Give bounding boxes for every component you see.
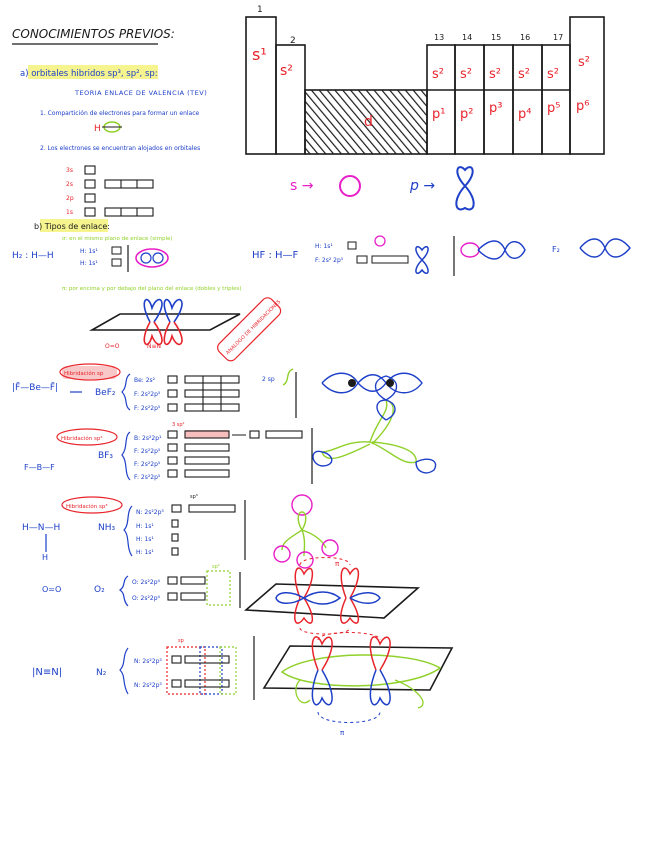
p-block-s2-14: s² [460, 67, 472, 82]
h2-config-2: H: 1s¹ [80, 260, 98, 267]
s-orbital-icon [340, 176, 360, 196]
orbital-label-1s: 1s [66, 209, 73, 216]
p-orbital-icon [456, 167, 473, 209]
title-block [12, 27, 175, 44]
o2-side-label: sp² [212, 564, 220, 570]
section-b [12, 219, 630, 363]
f2-label: F₂ [552, 245, 560, 254]
point-2: 2. Los electrones se encuentran alojados en orbitales [40, 145, 201, 152]
bf3-hybridization: Hibridación sp² [61, 436, 103, 442]
group-label-14: 14 [462, 33, 473, 42]
n2-formula: N₂ [96, 668, 107, 678]
bf3-side-label: 3 sp² [172, 422, 185, 428]
orbital-label-2p: 2p [66, 195, 74, 202]
bf3-config-f3: F: 2s²2p⁵ [134, 474, 161, 481]
orbital-box-diagram [85, 166, 153, 216]
bef2-config-be: Be: 2s² [134, 377, 156, 384]
bf3-config-b: B: 2s²2p¹ [134, 435, 162, 442]
group-label-15: 15 [491, 33, 502, 42]
n2-config-1: N: 2s²2p³ [134, 658, 162, 665]
block-s1: s¹ [252, 45, 267, 64]
section-a-label: a) orbitales hibridos sp³, sp², sp: [20, 69, 158, 79]
o2-config-1: O: 2s²2p⁴ [132, 579, 160, 586]
n2-config-2: N: 2s²2p³ [134, 682, 162, 689]
hf-formula: HF : H—F [252, 250, 299, 261]
o2-lewis: O=O [42, 585, 62, 594]
p-orbital-label: p → [410, 178, 436, 194]
pi-bond-sketch [92, 300, 240, 345]
nh3-lewis: H—N—H [22, 523, 61, 533]
s-orbital-label: s → [290, 178, 314, 194]
group-label-17: 17 [553, 33, 564, 42]
nn-label-small: N≡N [147, 343, 162, 350]
o2-config-2: O: 2s²2p⁴ [132, 595, 160, 602]
group-label-2: 2 [290, 36, 296, 46]
nh3-config-h2: H: 1s¹ [136, 536, 154, 543]
svg-text:H: H [94, 124, 101, 134]
section-a [20, 65, 207, 216]
bf3-config-f2: F: 2s²2p⁵ [134, 461, 161, 468]
bef2-config-f1: F: 2s²2p⁵ [134, 391, 161, 398]
hf-config-2: F: 2s² 2p⁵ [315, 257, 344, 264]
nh3-config-n: N: 2s²2p³ [136, 509, 164, 516]
p-block-s2-18: s² [578, 55, 590, 70]
block-p4: p⁴ [518, 107, 532, 122]
hf-config-1: H: 1s¹ [315, 243, 333, 250]
nh3-hybridization: Hibridación sp³ [66, 504, 108, 510]
o2-formula: O₂ [94, 585, 105, 595]
periodic-table [246, 5, 604, 154]
block-p5: p⁵ [547, 101, 561, 116]
h2-config-1: H: 1s¹ [80, 248, 98, 255]
nh3-formula: NH₃ [98, 523, 116, 533]
block-p2: p² [460, 107, 474, 122]
bf3-lewis: F—B—F [24, 463, 55, 472]
p-block-s2-16: s² [518, 67, 530, 82]
nh3-config-h1: H: 1s¹ [136, 523, 154, 530]
red-analogy-note [215, 292, 286, 363]
bef2-hybridization: Hibridación sp [64, 371, 104, 377]
bf3-formula: BF₃ [98, 451, 113, 461]
block-s2: s² [280, 63, 293, 79]
group-label-1: 1 [257, 5, 263, 15]
molecule-n2 [32, 633, 452, 738]
n2-side-label: sp [178, 638, 184, 644]
n2-lewis: |N≡N| [32, 667, 63, 678]
p-block-s2-13: s² [432, 67, 444, 82]
block-p6: p⁶ [576, 99, 590, 114]
pi-definition: π: por encima y por debajo del plano del enlace (dobles y triples) [62, 286, 242, 292]
section-b-label: b) Tipos de enlace: [34, 222, 110, 231]
bef2-formula: BeF₂ [95, 388, 116, 398]
molecule-bef2 [12, 343, 422, 418]
molecule-bf3 [24, 376, 436, 484]
p-block-s2-17: s² [547, 67, 559, 82]
oo-label-small: O=O [105, 343, 120, 350]
nh3-config-h3: H: 1s¹ [136, 549, 154, 556]
svg-text:H: H [42, 553, 49, 562]
group-label-13: 13 [434, 33, 445, 42]
p-block-s2-15: s² [489, 67, 501, 82]
orbital-label-3s: 3s [66, 167, 73, 174]
h2-formula: H₂ : H—H [12, 251, 54, 261]
sigma-definition: σ: en el mismo plano de enlace (simple) [62, 236, 173, 242]
group-label-16: 16 [520, 33, 531, 42]
block-p3: p³ [489, 101, 503, 116]
bef2-side-label: 2 sp [262, 376, 275, 383]
molecule-nh3 [22, 494, 340, 568]
orbital-label-2s: 2s [66, 181, 73, 188]
bef2-config-f2: F: 2s²2p⁵ [134, 405, 161, 412]
bf3-config-f1: F: 2s²2p⁵ [134, 448, 161, 455]
orbital-legend [290, 167, 474, 209]
block-p1: p¹ [432, 107, 446, 122]
molecule-o2 [42, 558, 418, 635]
point-1: 1. Compartición de electrones para formar un enlace [40, 110, 200, 117]
nh3-side-label: sp³ [190, 494, 198, 500]
nh3-pi-label: π [335, 560, 340, 568]
tev-subtitle: TEORIA ENLACE DE VALENCIA (TEV) [75, 89, 208, 97]
bef2-lewis: |F̄—Be—F̄| [12, 383, 59, 393]
red-note-text: ANALOGO DE HIBRIDACIONES [225, 299, 283, 357]
d-block-label: d [364, 114, 373, 130]
n2-pi-label: π [340, 729, 345, 737]
page-title: CONOCIMIENTOS PREVIOS: [12, 27, 175, 41]
